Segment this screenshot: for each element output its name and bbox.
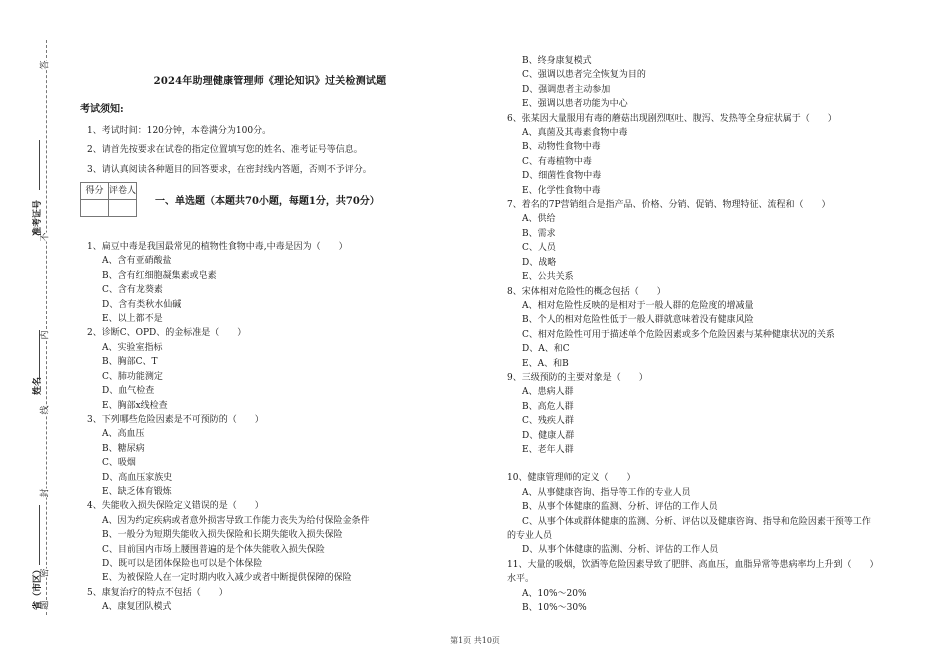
name-blank[interactable]	[39, 330, 40, 380]
section-title: 一、单选题（本题共70小题，每题1分，共70分）	[155, 196, 380, 208]
answer-option[interactable]: D、含有类秋水仙碱	[102, 299, 182, 310]
seal-char: 内	[40, 330, 51, 340]
answer-option[interactable]: A、从事健康咨询、指导等工作的专业人员	[522, 487, 691, 498]
answer-option[interactable]: E、强调以患者功能为中心	[522, 99, 628, 110]
answer-option[interactable]: A、真菌及其毒素食物中毒	[522, 128, 628, 139]
answer-option[interactable]: E、老年人群	[522, 444, 574, 455]
region-label: 省（市区）	[33, 564, 43, 610]
seal-char: 线	[40, 405, 51, 415]
answer-option[interactable]: D、A、和C	[522, 344, 570, 355]
name-label: 姓名	[33, 376, 43, 395]
seal-char: 答	[40, 60, 51, 70]
answer-option[interactable]: D、健康人群	[522, 430, 575, 441]
answer-option[interactable]: D、细菌性食物中毒	[522, 171, 602, 182]
answer-option[interactable]: D、血气检查	[102, 386, 155, 397]
answer-option[interactable]: A、高血压	[102, 429, 145, 440]
answer-option[interactable]: D、既可以是团体保险也可以是个体保险	[102, 558, 263, 569]
score-cell[interactable]	[81, 200, 109, 217]
question-stem: 4、失能收入损失保险定义错误的是（ ）	[87, 501, 264, 512]
notice-item: 3、请认真阅读各种题目的回答要求，在密封线内答题，否则不予评分。	[87, 164, 372, 175]
seal-char: 封	[40, 488, 51, 498]
answer-option[interactable]: D、战略	[522, 257, 557, 268]
seal-dashed-line	[46, 40, 47, 615]
answer-option[interactable]: E、以上都不是	[102, 314, 163, 325]
answer-option[interactable]: D、从事个体健康的监测、分析、评估的工作人员	[522, 545, 719, 556]
answer-option[interactable]: E、缺乏体育锻炼	[102, 486, 172, 497]
right-column	[500, 54, 910, 615]
question-list-left	[80, 240, 490, 615]
exam-number-blank[interactable]	[39, 140, 40, 190]
grader-cell[interactable]	[109, 200, 137, 217]
answer-option[interactable]: C、从事个体或群体健康的监测、分析、评估以及健康咨询、指导和危险因素干预等工作	[522, 516, 871, 527]
answer-option[interactable]: B、糖尿病	[102, 443, 145, 454]
answer-option[interactable]: C、相对危险性可用于描述单个危险因素或多个危险因素与某种健康状况的关系	[522, 329, 835, 340]
answer-option[interactable]: A、相对危险性反映的是相对于一般人群的危险度的增减量	[522, 300, 754, 311]
answer-option[interactable]: C、残疾人群	[522, 416, 574, 427]
answer-option[interactable]: B、胸部C、T	[102, 357, 158, 368]
notice-heading: 考试须知:	[80, 104, 124, 116]
answer-option[interactable]: A、含有亚硝酸盐	[102, 256, 172, 267]
question-stem: 8、宋体相对危险性的概念包括（ ）	[507, 286, 666, 297]
answer-option[interactable]: D、高血压家族史	[102, 472, 173, 483]
question-stem: 9、三级预防的主要对象是（ ）	[507, 372, 648, 383]
answer-option-continued: 的专业人员	[507, 531, 553, 541]
notice-item: 2、请首先按要求在试卷的指定位置填写您的姓名、准考证号等信息。	[87, 145, 363, 156]
page-footer: 第1页 共10页	[450, 636, 500, 645]
answer-option[interactable]: E、公共关系	[522, 272, 574, 283]
answer-option[interactable]: A、实验室指标	[102, 342, 163, 353]
notice-item: 1、考试时间：120分钟，本卷满分为100分。	[87, 125, 272, 136]
answer-option[interactable]: E、化学性食物中毒	[522, 185, 601, 196]
answer-option[interactable]: A、康复团队模式	[102, 602, 172, 613]
seal-char: 密	[40, 568, 51, 578]
question-stem: 1、扁豆中毒是我国最常见的植物性食物中毒,中毒是因为（ ）	[87, 242, 348, 253]
score-box	[80, 182, 137, 217]
answer-option[interactable]: A、10%～20%	[522, 588, 587, 599]
answer-option[interactable]: E、胸部x线检查	[102, 400, 168, 411]
question-stem: 11、大量的吸烟，饮酒等危险因素导致了肥胖、高血压，血脂异常等患病率均上升到（ ）	[507, 559, 879, 570]
score-label: 得分	[81, 183, 109, 200]
answer-option[interactable]: B、高危人群	[522, 401, 574, 412]
answer-option[interactable]: C、含有龙葵素	[102, 285, 163, 296]
answer-option[interactable]: A、供给	[522, 214, 556, 225]
answer-option[interactable]: C、肺功能测定	[102, 371, 163, 382]
answer-option[interactable]: B、含有红细胞凝集素或皂素	[102, 270, 217, 281]
question-stem: 10、健康管理师的定义（ ）	[507, 473, 636, 484]
grader-label: 评卷人	[109, 183, 137, 200]
question-stem: 6、张某因大量服用有毒的蘑菇出现剧烈呕吐、腹泻、发热等全身症状属于（ ）	[507, 113, 837, 124]
answer-option[interactable]: B、一般分为短期失能收入损失保险和长期失能收入损失保险	[102, 530, 343, 541]
answer-option[interactable]: B、个人的相对危险性低于一般人群就意味着没有健康风险	[522, 315, 754, 326]
answer-option[interactable]: C、有毒植物中毒	[522, 156, 592, 167]
answer-option[interactable]: B、终身康复模式	[522, 56, 592, 66]
answer-option[interactable]: B、从事个体健康的监测、分析、评估的工作人员	[522, 502, 718, 513]
question-stem-continued: 水平。	[507, 574, 535, 585]
answer-option[interactable]: C、人员	[522, 243, 556, 254]
left-column	[80, 75, 490, 615]
question-stem: 7、着名的7P营销组合是指产品、价格、分销、促销、物理特征、流程和（ ）	[507, 200, 831, 211]
answer-option[interactable]: B、10%～30%	[522, 603, 587, 614]
binding-margin	[0, 0, 60, 671]
region-blank[interactable]	[39, 505, 40, 565]
answer-option[interactable]: B、需求	[522, 228, 556, 239]
answer-option[interactable]: D、强调患者主动参加	[522, 84, 611, 95]
answer-option[interactable]: A、因为约定疾病或者意外损害导致工作能力丧失为给付保险金条件	[102, 515, 370, 526]
answer-option[interactable]: E、A、和B	[522, 358, 569, 369]
score-row	[80, 182, 490, 218]
answer-option[interactable]: E、为被保险人在一定时期内收入减少或者中断提供保障的保险	[102, 573, 352, 584]
question-stem: 2、诊断C、OPD、的金标准是（ ）	[87, 328, 247, 339]
question-stem: 3、下列哪些危险因素是不可预防的（ ）	[87, 414, 264, 425]
exam-number-label: 准考证号	[33, 199, 43, 236]
answer-option[interactable]: C、目前国内市场上腰围普遍的是个体失能收入损失保险	[102, 544, 325, 555]
answer-option[interactable]: C、强调以患者完全恢复为目的	[522, 70, 646, 81]
answer-option[interactable]: B、动物性食物中毒	[522, 142, 601, 153]
question-stem: 5、康复治疗的特点不包括（ ）	[87, 587, 228, 598]
answer-option[interactable]: A、患病人群	[522, 387, 574, 398]
exam-title: 2024年助理健康管理师《理论知识》过关检测试题	[153, 76, 387, 87]
answer-option[interactable]: C、吸烟	[102, 458, 136, 469]
seal-char: 不	[40, 232, 51, 242]
seal-char: 题	[40, 600, 51, 610]
